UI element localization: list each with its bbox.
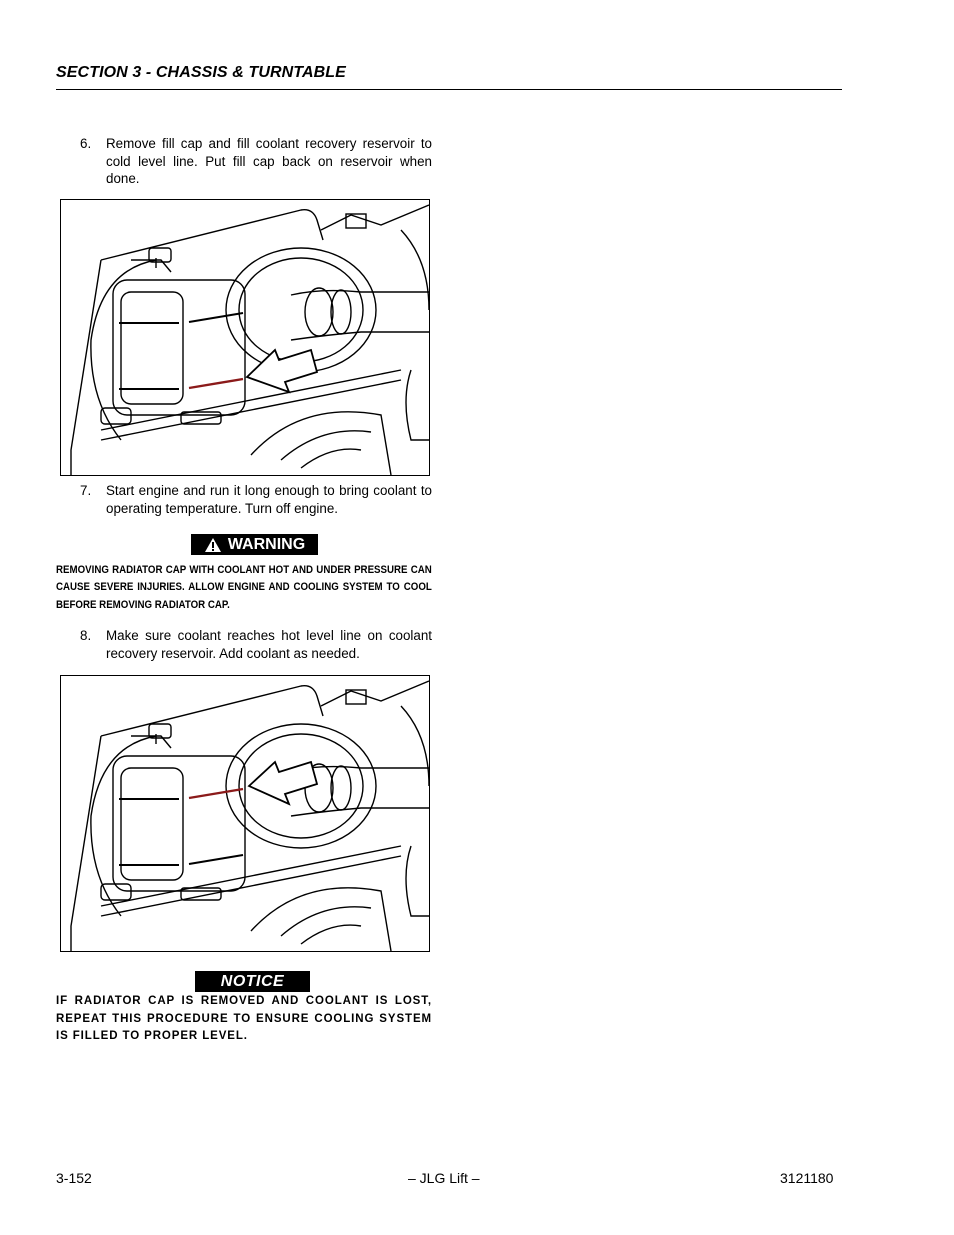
- reservoir-figure-cold: [60, 199, 430, 476]
- footer-center: – JLG Lift –: [408, 1170, 480, 1186]
- document-number: 3121180: [780, 1170, 834, 1186]
- warning-label: WARNING: [227, 535, 306, 553]
- warning-badge: [191, 534, 318, 555]
- arrow-icon: [247, 350, 317, 392]
- reservoir-illustration: [61, 200, 429, 475]
- step-number: 6.: [80, 136, 92, 151]
- notice-badge: NOTICE: [195, 971, 310, 992]
- page-number: 3-152: [56, 1170, 92, 1186]
- reservoir-figure-hot: [60, 675, 430, 952]
- section-title: SECTION 3 - CHASSIS & TURNTABLE: [56, 64, 346, 81]
- step-text: Remove fill cap and fill coolant recovery reservoir to cold level line. Put fill cap back on reservoir when done.: [106, 136, 432, 187]
- reservoir-illustration: [61, 676, 429, 951]
- step-8: [80, 627, 432, 662]
- notice-text: IF RADIATOR CAP IS REMOVED AND COOLANT IS LOST, REPEAT THIS PROCEDURE TO ENSURE COOLING SYSTEM IS FILLED TO PROPER LEVEL.: [56, 995, 432, 1043]
- warning-triangle-icon: [204, 537, 222, 553]
- step-7: [80, 482, 432, 517]
- step-6: [80, 135, 432, 188]
- step-text: Start engine and run it long enough to bring coolant to operating temperature. Turn off engine.: [106, 483, 432, 516]
- warning-text: REMOVING RADIATOR CAP WITH COOLANT HOT AND UNDER PRESSURE CAN CAUSE SEVERE INJURIES. ALLOW ENGINE AND COOLING SYSTEM TO COOL BEFORE REMOVING RADIATOR CAP.: [56, 564, 432, 611]
- header-rule: [56, 89, 842, 90]
- step-number: 8.: [80, 628, 92, 643]
- step-number: 7.: [80, 483, 92, 498]
- step-text: Make sure coolant reaches hot level line on coolant recovery reservoir. Add coolant as needed.: [106, 628, 432, 661]
